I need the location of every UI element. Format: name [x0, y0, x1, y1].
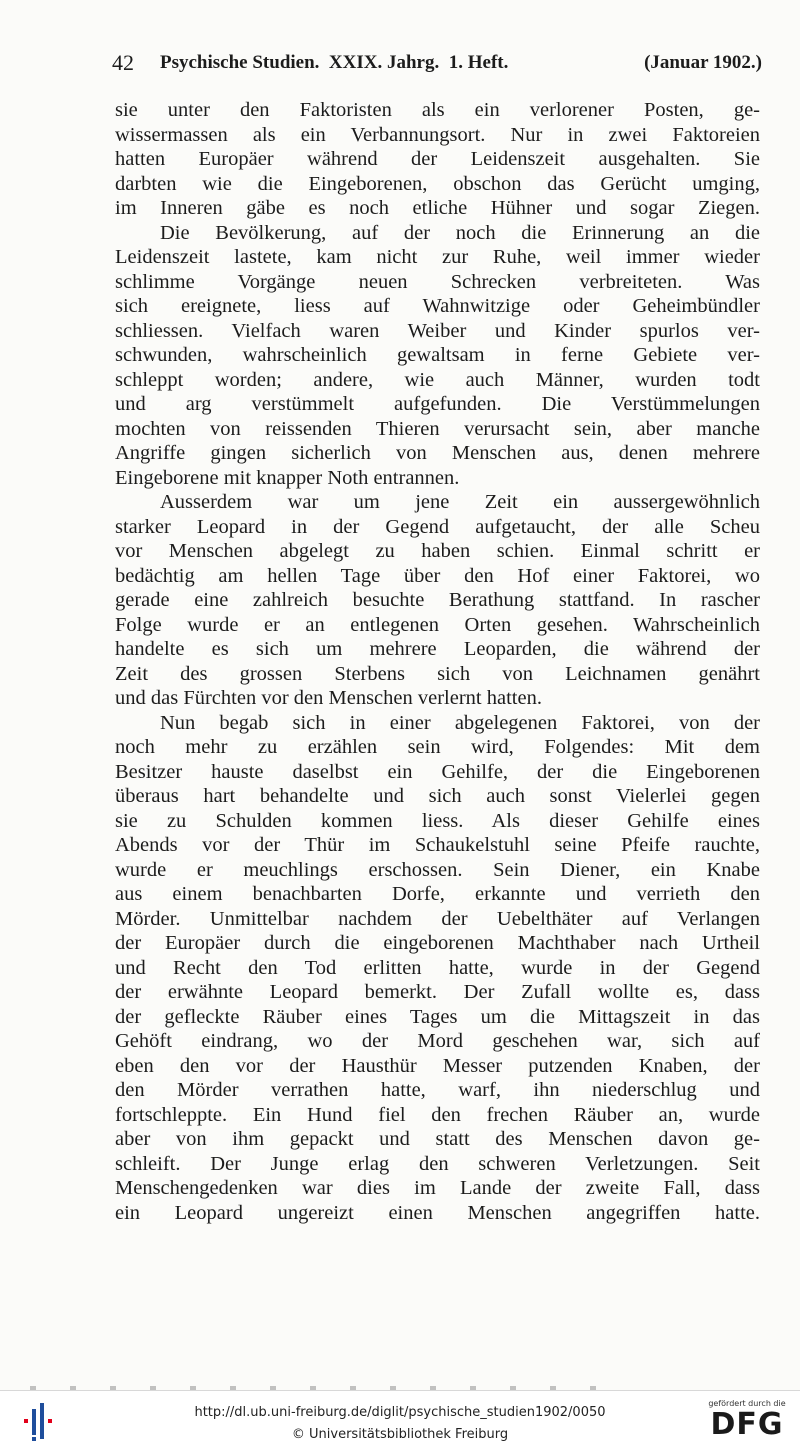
text-line: Folge wurde er an entlegenen Orten gesehen. Wahrscheinlich	[115, 613, 760, 636]
text-line: eben den vor der Hausthür Messer putzenden Knaben, der	[115, 1054, 760, 1077]
text-line: Zeit des grossen Sterbens sich von Leichnamen genährt	[115, 662, 760, 685]
text-line: mochten von reissenden Thieren verursacht sein, aber manche	[115, 417, 760, 440]
text-line: noch mehr zu erzählen sein wird, Folgendes: Mit dem	[115, 736, 760, 758]
text-line: vor Menschen abgelegt zu haben schien. Einmal schritt er	[115, 540, 760, 562]
text-line: Mörder. Unmittelbar nachdem der Uebelthäter auf Verlangen	[115, 907, 760, 930]
text-line: Nun begab sich in einer abgelegenen Faktorei, von der	[160, 711, 760, 734]
page-number: 42	[112, 50, 134, 75]
text-line: sie zu Schulden kommen liess. Als dieser Gehilfe eines	[115, 809, 760, 832]
text-line: Ausserdem war um jene Zeit ein aussergewöhnlich	[160, 491, 760, 513]
journal-title: Psychische Studien.	[160, 52, 320, 73]
text-line: schwunden, wahrscheinlich gewaltsam in ferne Gebiete ver-	[115, 344, 760, 366]
text-line: Besitzer hauste daselbst ein Gehilfe, der die Eingeborenen	[115, 760, 760, 783]
text-line: und das Fürchten vor den Menschen verlernt hatten.	[115, 687, 542, 709]
issue-date: (Januar 1902.)	[644, 52, 762, 73]
dfg-funding-text: gefördert durch die	[708, 1399, 786, 1408]
issue: 1. Heft.	[448, 52, 509, 73]
text-line: und arg verstümmelt aufgefunden. Die Verstümmelungen	[115, 393, 760, 415]
text-line: wurde er meuchlings erschossen. Sein Diener, ein Knabe	[115, 858, 760, 881]
text-line: Abends vor der Thür im Schaukelstuhl seine Pfeife rauchte,	[115, 834, 760, 856]
text-line: sich ereignete, liess auf Wahnwitzige oder Geheimbündler	[115, 295, 760, 317]
text-line: wissermassen als ein Verbannungsort. Nur in zwei Faktoreien	[115, 123, 760, 146]
text-line: Menschengedenken war dies im Lande der zweite Fall, dass	[115, 1177, 760, 1199]
text-line: aus einem benachbarten Dorfe, erkannte und verrieth den	[115, 883, 760, 905]
text-line: schleift. Der Junge erlag den schweren Verletzungen. Seit	[115, 1152, 760, 1175]
text-line: starker Leopard in der Gegend aufgetaucht, der alle Scheu	[115, 515, 760, 538]
text-line: Die Bevölkerung, auf der noch die Erinnerung an die	[160, 221, 760, 244]
text-line: handelte es sich um mehrere Leoparden, die während der	[115, 638, 760, 660]
text-line: schliessen. Vielfach waren Weiber und Kinder spurlos ver-	[115, 319, 760, 342]
dfg-wordmark: DFG	[710, 1407, 784, 1442]
viewer-footer	[0, 1390, 800, 1451]
text-line: darbten wie die Eingeborenen, obschon das Gerücht umging,	[115, 172, 760, 195]
page-url-link[interactable]: http://dl.ub.uni-freiburg.de/diglit/psychische_studien1902/0050	[194, 1405, 606, 1420]
text-line: überaus hart behandelte und sich auch sonst Vielerlei gegen	[115, 785, 760, 807]
journal-title-line	[160, 52, 508, 74]
text-line: Angriffe gingen sicherlich von Menschen aus, denen mehrere	[115, 442, 760, 464]
text-line: schleppt worden; andere, wie auch Männer, wurden todt	[115, 368, 760, 391]
running-head	[112, 50, 762, 80]
volume: XXIX. Jahrg.	[328, 52, 440, 73]
text-line: gerade eine zahlreich besuchte Berathung stattfand. In rascher	[115, 589, 760, 611]
text-line: schlimme Vorgänge neuen Schrecken verbreiteten. Was	[115, 270, 760, 293]
dfg-logo[interactable]	[704, 1399, 790, 1445]
text-line: ein Leopard ungereizt einen Menschen angegriffen hatte.	[115, 1201, 760, 1224]
text-line: Gehöft eindrang, wo der Mord geschehen war, sich auf	[115, 1030, 760, 1052]
text-line: bedächtig am hellen Tage über den Hof einer Faktorei, wo	[115, 564, 760, 587]
text-line: Leidenszeit lastete, kam nicht zur Ruhe, weil immer wieder	[115, 246, 760, 268]
copyright-notice: © Universitätsbibliothek Freiburg	[291, 1427, 509, 1442]
text-line: Eingeborene mit knapper Noth entrannen.	[115, 466, 460, 489]
text-line: sie unter den Faktoristen als ein verlorener Posten, ge-	[115, 99, 760, 121]
text-line: fortschleppte. Ein Hund fiel den frechen Räuber an, wurde	[115, 1103, 760, 1126]
text-line: der erwähnte Leopard bemerkt. Der Zufall wollte es, dass	[115, 981, 760, 1003]
text-line: hatten Europäer während der Leidenszeit ausgehalten. Sie	[115, 148, 760, 170]
text-line: und Recht den Tod erlitten hatte, wurde in der Gegend	[115, 956, 760, 979]
text-line: der gefleckte Räuber eines Tages um die Mittagszeit in das	[115, 1005, 760, 1028]
body-text	[115, 98, 760, 1225]
text-line: den Mörder verrathen hatte, warf, ihn niederschlug und	[115, 1079, 760, 1101]
text-line: im Inneren gäbe es noch etliche Hühner und sogar Ziegen.	[115, 197, 760, 219]
text-line: aber von ihm gepackt und statt des Menschen davon ge-	[115, 1128, 760, 1150]
text-line: der Europäer durch die eingeborenen Machthaber nach Urtheil	[115, 932, 760, 954]
